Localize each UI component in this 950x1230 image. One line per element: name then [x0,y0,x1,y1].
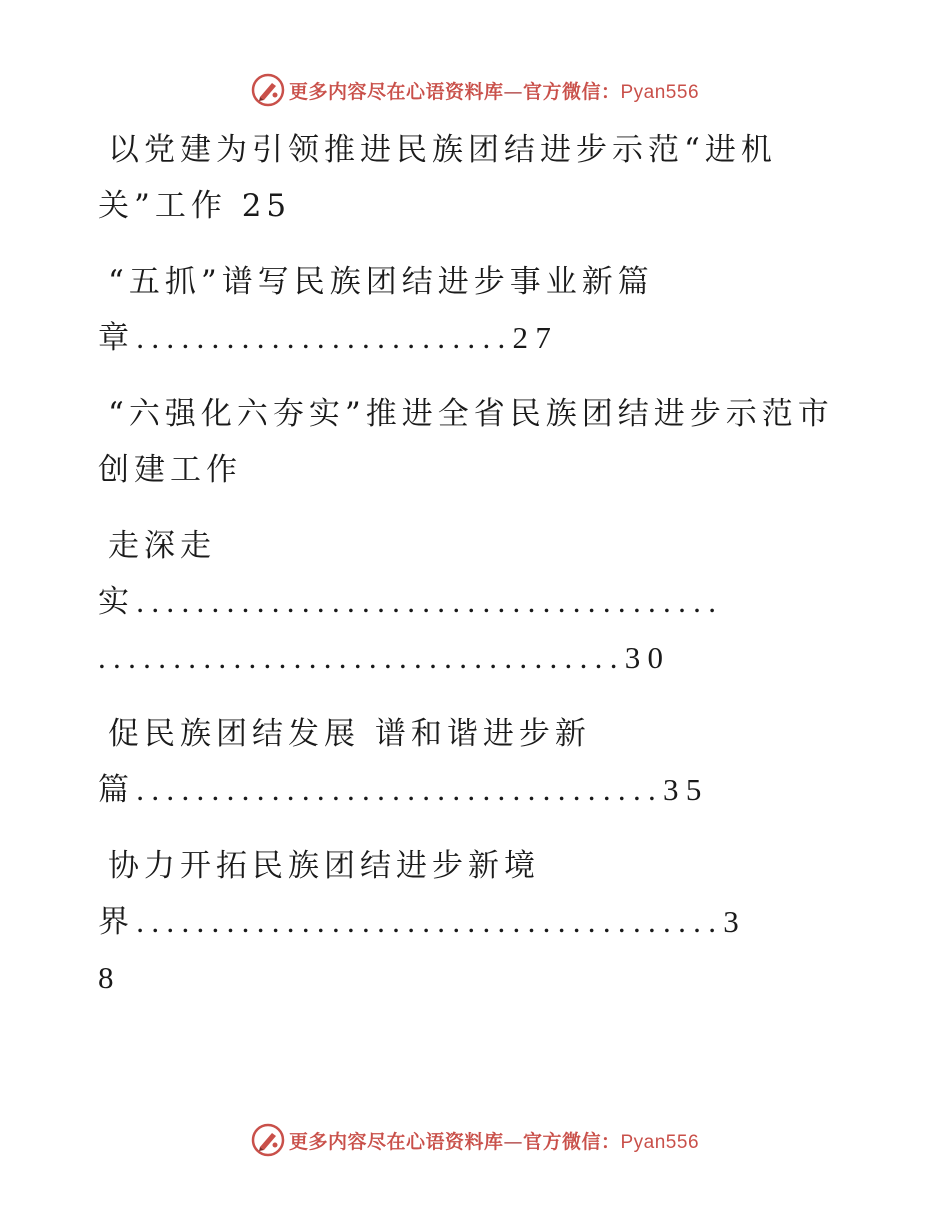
toc-entry-title: 协力开拓民族团结进步新境 [108,848,540,884]
toc-entry-leader: 实....................................... [98,584,724,619]
header-watermark [0,70,950,110]
toc-entry [98,706,858,818]
toc-entry-title: “六强化六夯实”推进全省民族团结进步示范市 [108,396,834,432]
toc-entry-page: 8 [98,960,116,995]
toc-entry-page: ...................................30 [98,640,671,675]
toc-entry-title: “五抓”谱写民族团结进步事业新篇 [108,264,654,300]
table-of-contents [98,122,858,1006]
toc-entry-leader: 界.......................................3 [98,904,747,939]
toc-entry-title: 走深走 [108,528,216,564]
toc-entry [98,254,858,366]
toc-entry [98,518,858,686]
toc-entry-title: 促民族团结发展 谱和谐进步新 [108,716,591,752]
toc-entry [98,122,858,234]
toc-entry-page: 篇...................................35 [98,772,709,807]
toc-entry [98,838,858,1006]
watermark-text: 更多内容尽在心语资料库—官方微信：Pyan556 [288,80,700,103]
toc-entry-title-cont: 创建工作 [98,452,242,488]
toc-entry-title: 以党建为引领推进民族团结进步示范“进机 [108,132,777,168]
toc-entry [98,386,858,498]
pen-logo-icon [251,73,285,107]
toc-entry-page: 章.........................27 [98,320,559,355]
watermark-text: 更多内容尽在心语资料库—官方微信：Pyan556 [288,1130,700,1153]
pen-logo-icon [251,1123,285,1157]
footer-watermark [0,1120,950,1160]
toc-entry-page: 关”工作 25 [98,188,292,224]
